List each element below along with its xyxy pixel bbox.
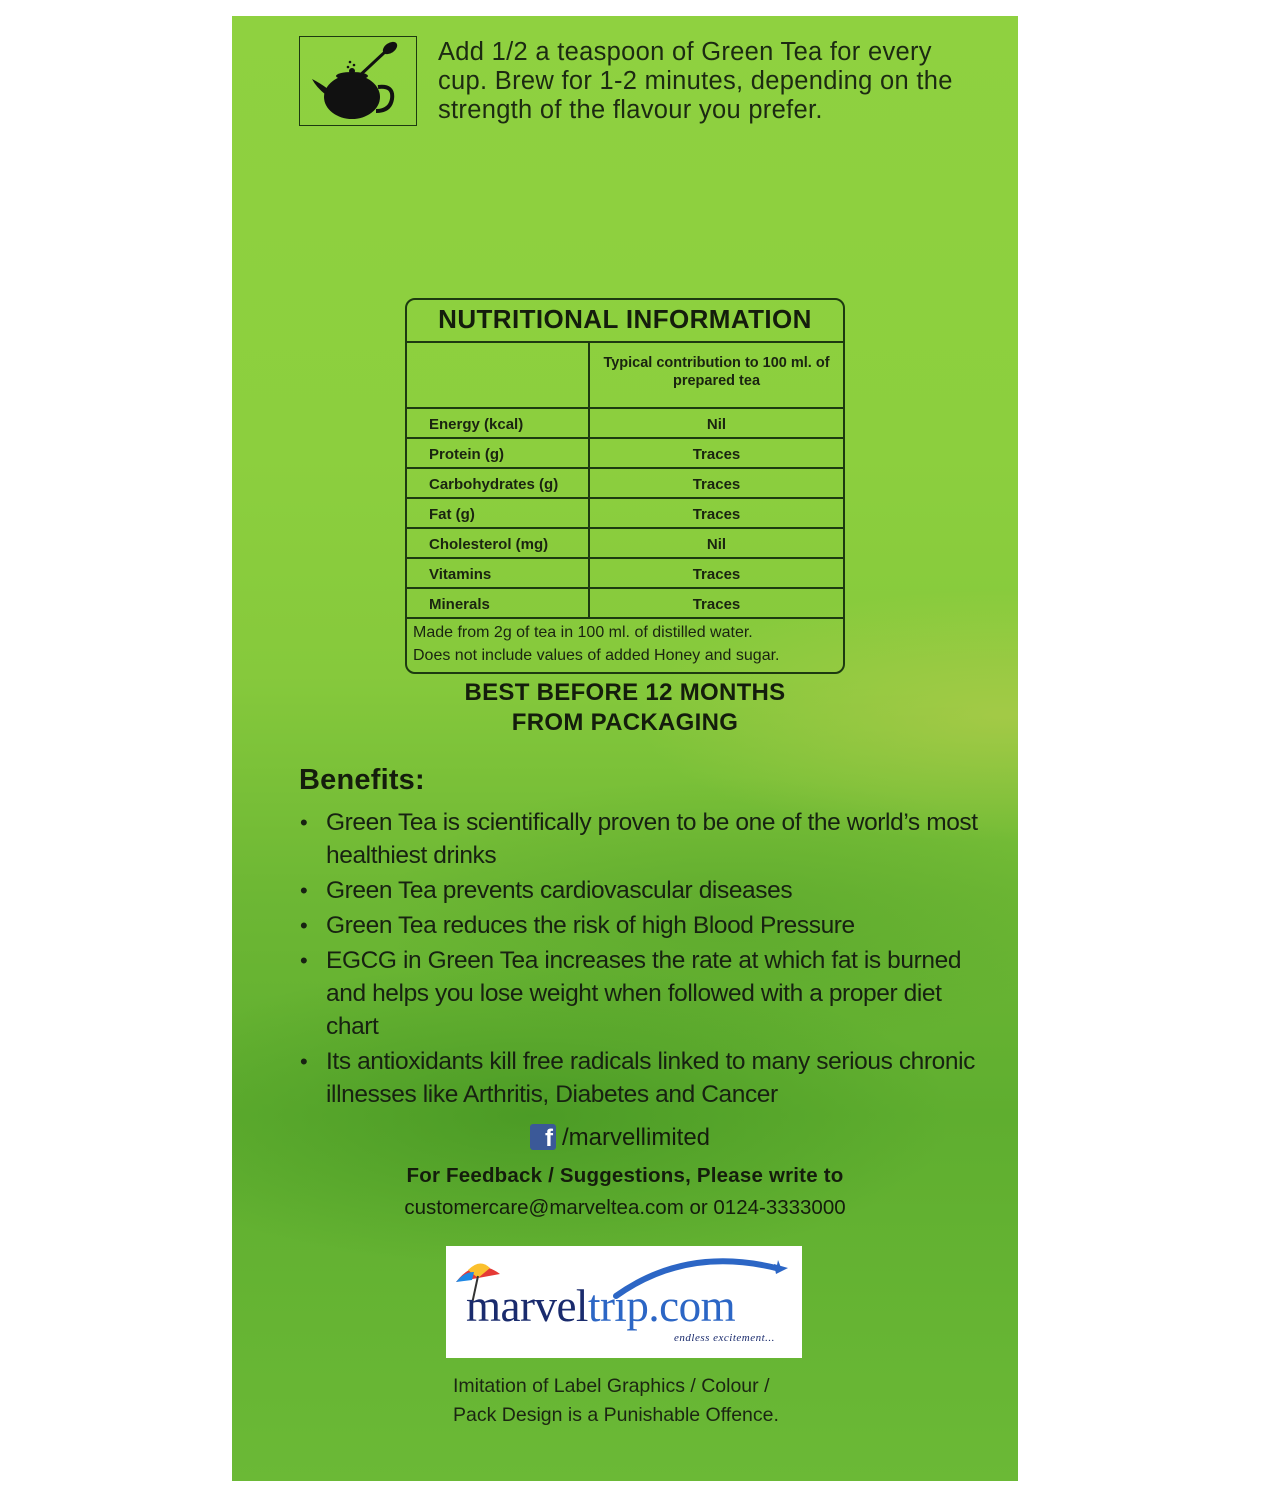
list-item: • EGCG in Green Tea increases the rate at which fat is burned and helps you lose weight when followed with a proper diet chart <box>298 944 998 1043</box>
list-item: • Green Tea reduces the risk of high Blood Pressure <box>298 909 998 942</box>
facebook-icon: f <box>530 1124 556 1150</box>
table-row <box>407 409 843 439</box>
best-before-notice <box>362 678 888 738</box>
brewing-instructions: Add 1/2 a teaspoon of Green Tea for every cup. Brew for 1-2 minutes, depending on the strength of the flavour you prefer. <box>438 38 953 124</box>
nutrient-value: Traces <box>692 476 741 493</box>
nutrient-value: Nil <box>706 536 727 553</box>
feedback-title: For Feedback / Suggestions, Please write to <box>406 1164 844 1187</box>
nutrient-label: Energy (kcal) <box>429 416 524 433</box>
nutrition-note-line: Made from 2g of tea in 100 ml. of distilled water. <box>413 624 753 641</box>
nutrition-column-header: Typical contribution to 100 ml. of prepared tea <box>603 355 830 389</box>
nutrient-value: Traces <box>692 506 741 523</box>
nutrient-value: Traces <box>692 446 741 463</box>
list-item: • Its antioxidants kill free radicals linked to many serious chronic illnesses like Arthritis, Diabetes and Cancer <box>298 1045 998 1111</box>
table-divider <box>407 617 843 619</box>
nutrient-label: Vitamins <box>429 566 492 583</box>
feedback-contact: customercare@marveltea.com or 0124-3333000 <box>404 1196 846 1219</box>
copyright-line: Pack Design is a Punishable Offence. <box>453 1404 779 1426</box>
best-before-line: FROM PACKAGING <box>511 709 739 736</box>
table-row <box>407 469 843 499</box>
table-divider <box>407 341 843 343</box>
table-row <box>407 589 843 619</box>
logo-text-main: marvel <box>466 1281 588 1331</box>
tea-pack-back-panel <box>232 16 1018 1481</box>
table-row <box>407 559 843 589</box>
nutrient-label: Fat (g) <box>429 506 475 523</box>
nutrient-label: Protein (g) <box>429 446 504 463</box>
best-before-line: BEST BEFORE 12 MONTHS <box>464 679 786 706</box>
table-row <box>407 499 843 529</box>
copyright-notice <box>453 1372 779 1430</box>
nutrition-note-line: Does not include values of added Honey and sugar. <box>413 647 780 664</box>
list-item: • Green Tea prevents cardiovascular diseases <box>298 874 998 907</box>
copyright-line: Imitation of Label Graphics / Colour / <box>453 1375 770 1397</box>
benefits-list <box>298 806 998 1113</box>
logo-tagline: endless excitement... <box>674 1332 775 1344</box>
benefits-heading: Benefits: <box>299 764 425 796</box>
nutrient-label: Carbohydrates (g) <box>429 476 559 493</box>
nutrition-note <box>413 621 779 667</box>
nutrient-value: Nil <box>706 416 727 433</box>
nutrient-label: Cholesterol (mg) <box>429 536 549 553</box>
marveltrip-logo <box>446 1246 802 1358</box>
nutrient-value: Traces <box>692 566 741 583</box>
nutrition-table <box>405 298 845 674</box>
nutrient-label: Minerals <box>429 596 490 613</box>
nutrient-value: Traces <box>692 596 741 613</box>
teapot-spoon-icon <box>299 36 417 126</box>
table-row <box>407 529 843 559</box>
table-row <box>407 439 843 469</box>
facebook-handle: /marvellimited <box>562 1124 711 1151</box>
logo-wordmark <box>466 1280 735 1332</box>
list-item: • Green Tea is scientifically proven to be one of the world’s most healthiest drinks <box>298 806 998 872</box>
nutrition-title: NUTRITIONAL INFORMATION <box>438 304 812 334</box>
logo-text-accent: trip.com <box>587 1281 736 1331</box>
